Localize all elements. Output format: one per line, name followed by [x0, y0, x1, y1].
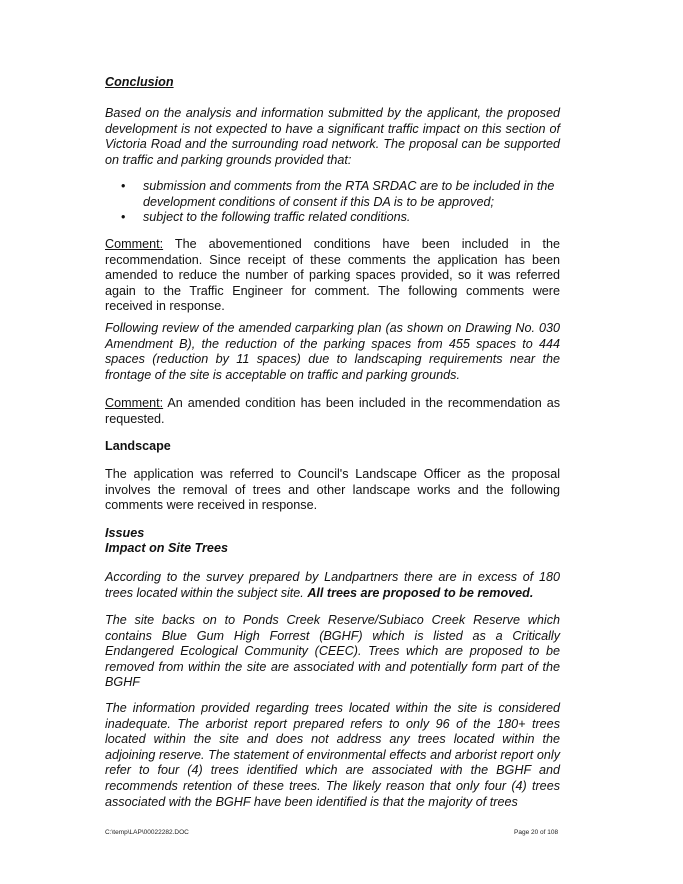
footer-page-number: Page 20 of 108	[514, 829, 559, 836]
footer-file-path: C:\temp\LAP\00022282.DOC	[105, 829, 189, 836]
issues-paragraph-2: The site backs on to Ponds Creek Reserve/Subiaco Creek Reserve which contains Blue Gum High Forrest (BGHF) which is listed as a Critically Endangered Ecological Community (CEEC). Trees which are proposed to be removed from within the site are associated with and potentially form part of the BGHF	[105, 613, 560, 690]
landscape-paragraph: The application was referred to Council's Landscape Officer as the proposal involves the removal of trees and other landscape works and the following comments were received in response.	[105, 467, 560, 513]
bullet-icon: •	[121, 210, 126, 225]
bullet-item	[121, 179, 563, 210]
issues-paragraph-1-text: According to the survey prepared by Landpartners there are in excess of 180 trees located within the subject site.	[105, 570, 560, 600]
conclusion-bullet-list	[121, 179, 563, 226]
bullet-text: subject to the following traffic related conditions.	[143, 210, 411, 225]
impact-on-site-trees-heading: Impact on Site Trees	[105, 541, 228, 555]
comment-label: Comment:	[105, 237, 164, 251]
bullet-text: submission and comments from the RTA SRDAC are to be included in the development conditions of consent if this DA is to be approved;	[143, 179, 555, 209]
conclusion-intro: Based on the analysis and information submitted by the applicant, the proposed development is not expected to have a significant traffic impact on this section of Victoria Road and the surrounding road network. The proposal can be supported on traffic and parking grounds provided that:	[105, 106, 560, 167]
comment-text: An amended condition has been included in the recommendation as requested.	[105, 396, 560, 426]
bullet-icon: •	[121, 179, 126, 193]
comment-label: Comment:	[105, 396, 164, 410]
issues-paragraph-1-emphasis: All trees are proposed to be removed.	[307, 585, 534, 600]
issues-paragraph-1	[105, 570, 560, 601]
comment-text: The abovementioned conditions have been included in the recommendation. Since receipt of these comments the application has been amended to reduce the number of parking spaces provided, so it was referred again to the Traffic Engineer for comment. The following comments were received in response.	[105, 237, 560, 314]
issues-paragraph-3: The information provided regarding trees located within the site is considered inadequate. The arborist report prepared refers to only 96 of the 180+ trees located within the site and does not address any trees located within the adjoining reserve. The statement of environmental effects and arborist report only refer to four (4) trees identified which are associated with the BGHF and recommends retention of these trees. The likely reason that only four (4) trees associated with the BGHF have been identified is that the majority of trees	[105, 701, 560, 809]
conclusion-heading: Conclusion	[105, 75, 174, 89]
issues-heading: Issues	[105, 526, 145, 540]
landscape-heading: Landscape	[105, 439, 171, 453]
bullet-item	[121, 210, 563, 226]
amended-carparking-review: Following review of the amended carparking plan (as shown on Drawing No. 030 Amendment B), the reduction of the parking spaces from 455 spaces to 444 spaces (reduction by 11 spaces) due to landscaping requirements near the frontage of the site is acceptable on traffic and parking grounds.	[105, 321, 560, 382]
comment-paragraph-2	[105, 396, 560, 427]
comment-paragraph-1	[105, 237, 560, 315]
